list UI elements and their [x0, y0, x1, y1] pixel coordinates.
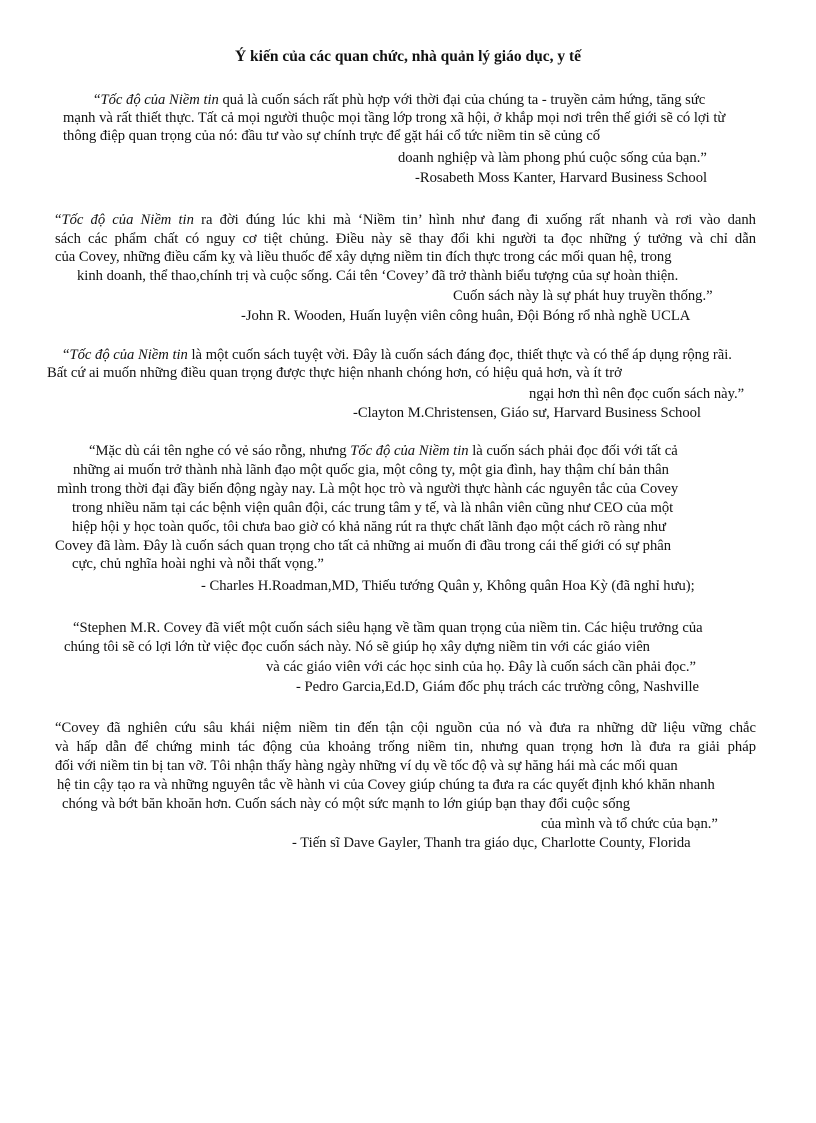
quote-4-line-3: mình trong thời đại đầy biến động ngày nay. Là một học trò và người thực hành các nguyên tắc của Covey: [57, 481, 679, 497]
quote-4-line-2: những ai muốn trở thành nhà lãnh đạo một quốc gia, một công ty, một gia đình, hay thậm chí bản thân: [73, 462, 669, 478]
quote-6-attribution: - Tiến sĩ Dave Gayler, Thanh tra giáo dục, Charlotte County, Florida: [292, 835, 691, 851]
quote-4-line-1: “Mặc dù cái tên nghe có vẻ sáo rỗng, nhưng Tốc độ của Niềm tin là cuốn sách phải đọc đối với tất cả: [89, 443, 678, 459]
quote-2-line-1: “Tốc độ của Niềm tin ra đời đúng lúc khi mà ‘Niềm tin’ hình như đang đi xuống rất nhanh và rơi vào danh: [55, 212, 756, 228]
quote-6-line-6: của mình và tổ chức của bạn.”: [541, 816, 718, 832]
quote-4-line-7: cực, chủ nghĩa hoài nghi và nỗi thất vọng.”: [72, 556, 324, 572]
quote-5-line-2: chúng tôi sẽ có lợi lớn từ việc đọc cuốn sách này. Nó sẽ giúp họ xây dựng niềm tin với các giáo viên: [64, 639, 650, 655]
quote-2-line-5: Cuốn sách này là sự phát huy truyền thống.”: [453, 288, 713, 304]
quote-3-attribution: -Clayton M.Christensen, Giáo sư, Harvard Business School: [353, 405, 701, 421]
quote-4-line-5: hiệp hội y học toàn quốc, tôi chưa bao giờ có khả năng rút ra thực chất lãnh đạo một cách rõ ràng như: [72, 519, 666, 535]
quote-6-line-1: “Covey đã nghiên cứu sâu khái niệm niềm tin đến tận cội nguồn của nó và đưa ra những dữ liệu vững chắc: [55, 720, 756, 736]
page-title: Ý kiến của các quan chức, nhà quản lý giáo dục, y tế: [234, 48, 582, 65]
quote-4-line-6: Covey đã làm. Đây là cuốn sách quan trọng cho tất cả những ai muốn đi đầu trong cái thế giới có sự phân: [55, 538, 672, 554]
quote-6-line-5: chóng và bớt băn khoăn hơn. Cuốn sách này có một sức mạnh to lớn giúp bạn thay đổi cuộc sống: [62, 796, 631, 812]
quote-5-line-1: “Stephen M.R. Covey đã viết một cuốn sách siêu hạng về tầm quan trọng của niềm tin. Các hiệu trưởng của: [73, 620, 703, 636]
quote-6-line-4: hệ tin cậy tạo ra và những nguyên tắc về hành vi của Covey giúp chúng ta đưa ra các quyết định khó khăn nhanh: [57, 777, 715, 793]
quote-4-attribution: - Charles H.Roadman,MD, Thiếu tướng Quân y, Không quân Hoa Kỳ (đã nghỉ hưu);: [201, 578, 695, 594]
quote-2-attribution: -John R. Wooden, Huấn luyện viên công huân, Đội Bóng rổ nhà nghề UCLA: [241, 308, 691, 324]
quote-1-line-4: doanh nghiệp và làm phong phú cuộc sống của bạn.”: [398, 150, 707, 166]
quote-1-line-2: mạnh và rất thiết thực. Tất cả mọi người thuộc mọi tầng lớp trong xã hội, ở khắp mọi nơi trên thế giới sẽ có lợi từ: [63, 110, 726, 126]
quote-6-line-2: và hấp dẫn để chứng minh tác động của khoảng trống niềm tin, nhưng quan trọng hơn là đưa ra giải pháp: [55, 739, 756, 755]
quote-4-line-4: trong nhiều năm tại các bệnh viện quân đội, các trung tâm y tế, và là nhân viên cũng như CEO của một: [72, 500, 674, 516]
quote-2-line-2: sách các phẩm chất có nguy cơ tiệt chủng. Điều này sẽ thay đổi khi người ta đọc những ý tưởng và chỉ dẫn: [55, 231, 756, 247]
quote-1-line-1: “Tốc độ của Niềm tin quả là cuốn sách rất phù hợp với thời đại của chúng ta - truyền cảm hứng, tăng sức: [94, 92, 706, 108]
quote-5-attribution: - Pedro Garcia,Ed.D, Giám đốc phụ trách các trường công, Nashville: [296, 679, 700, 695]
quote-2-line-4: kinh doanh, thể thao,chính trị và cuộc sống. Cái tên ‘Covey’ đã trở thành biểu tượng của sự hoàn thiện.: [77, 268, 679, 284]
quote-3-line-1: “Tốc độ của Niềm tin là một cuốn sách tuyệt vời. Đây là cuốn sách đáng đọc, thiết thực và có thể áp dụng rộng rãi.: [63, 347, 732, 363]
quote-1-line-3: thông điệp quan trọng của nó: đầu tư vào sự chính trực để gặt hái cổ tức niềm tin sẽ củng cố: [63, 128, 601, 144]
quote-1-attribution: -Rosabeth Moss Kanter, Harvard Business School: [415, 170, 708, 186]
quote-6-line-3: đối với niềm tin bị tan vỡ. Tôi nhận thấy hàng ngày những ví dụ về tốc độ và sự hăng hái mà các mối quan: [55, 758, 678, 774]
quote-5-line-3: và các giáo viên với các học sinh của họ. Đây là cuốn sách cần phải đọc.”: [266, 659, 696, 675]
quote-3-line-2: Bất cứ ai muốn những điều quan trọng được thực hiện nhanh chóng hơn, có hiệu quả hơn, và ít trở: [47, 365, 622, 381]
quote-3-line-3: ngại hơn thì nên đọc cuốn sách này.”: [529, 386, 745, 402]
quote-2-line-3: của Covey, những điều cấm kỵ và liều thuốc để xây dựng niềm tin đích thực trong các mối quan hệ, trong: [55, 249, 672, 265]
